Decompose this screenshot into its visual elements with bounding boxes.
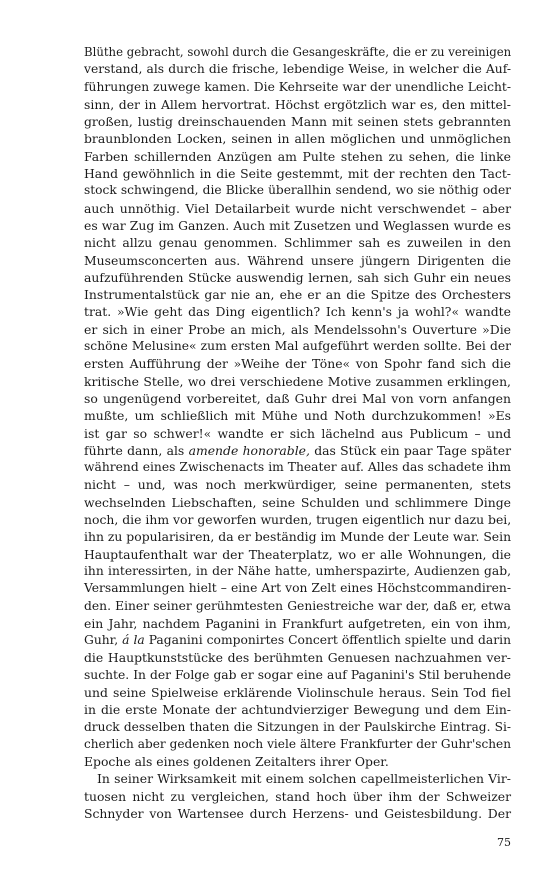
text-run: noch, die ihm vor geworfen wurden, trugen eigentlich nur dazu bei, [84, 512, 512, 528]
text-run: ein Jahr, nachdem Paganini in Frankfurt aufgetreten, ein von ihm, [84, 615, 511, 631]
text-run: das Stück ein paar Tage später [309, 442, 511, 458]
italic-phrase: amende honorable, [188, 442, 310, 458]
text-run: cherlich aber gedenken noch viele ältere Frankfurter der Guhr'schen [84, 736, 511, 751]
text-line [84, 649, 511, 666]
text-run: ist gar so schwer!« wandte er sich lächelnd aus Publicum – und [84, 425, 511, 441]
text-run: nicht – und, was noch merkwürdiger, seine permanenten, stets [84, 477, 511, 493]
text-line [84, 355, 511, 372]
text-line [84, 338, 511, 355]
text-run: und seine Spielweise erklärende Violinschule heraus. Sein Tod fiel [84, 684, 511, 700]
text-line [84, 459, 511, 476]
text-line [84, 373, 511, 390]
text-run: kritische Stelle, wo drei verschiedene Motive zusammen erklingen, [84, 373, 511, 389]
paragraph [84, 44, 511, 770]
text-run: es war Zug im Ganzen. Auch mit Zusetzen und Weglassen wurde es [84, 217, 511, 233]
text-run: In seiner Wirksamkeit mit einem solchen capellmeisterlichen Vir- [97, 771, 511, 787]
text-line [84, 200, 511, 217]
text-line [84, 442, 511, 459]
text-line [84, 96, 511, 113]
text-line [84, 148, 511, 165]
text-line [84, 770, 511, 787]
text-line [84, 805, 511, 822]
page-number: 75 [497, 836, 511, 849]
text-run: nicht allzu genau genommen. Schlimmer sah es zuweilen in den [84, 235, 511, 251]
text-run: Versammlungen hielt – eine Art von Zelt eines Höchstcommandiren- [84, 581, 511, 596]
text-run: trat. »Wie geht das Ding eigentlich? Ich kenn's ja wohl?« wandte [84, 304, 511, 320]
text-line [84, 407, 511, 424]
text-line [84, 598, 511, 615]
text-run: auch unnöthig. Viel Detailarbeit wurde nicht verschwendet – aber [84, 200, 511, 216]
text-line [84, 390, 511, 407]
text-line [84, 753, 511, 770]
text-line [84, 113, 511, 130]
text-line [84, 61, 511, 78]
text-line [84, 252, 511, 269]
text-run: in die erste Monate der achtundvierziger Bewegung und dem Ein- [84, 702, 511, 718]
text-line [84, 165, 511, 182]
text-run: führte dann, als [84, 442, 189, 458]
text-run: Blüthe gebracht, sowohl durch die Gesangeskräfte, die er zu vereinigen [84, 45, 512, 59]
text-run: Schnyder von Wartensee durch Herzens- und Geistesbildung. Der [84, 806, 511, 822]
text-run: die Hauptkunststücke des berühmten Genuesen nachzuahmen ver- [84, 650, 511, 666]
text-line [84, 182, 511, 199]
text-run: Instrumentalstück gar nie an, ehe er an die Spitze des Orchesters [84, 287, 511, 303]
text-line [84, 217, 511, 234]
text-line [84, 528, 511, 545]
text-line [84, 494, 511, 511]
text-line [84, 130, 511, 147]
text-line [84, 684, 511, 701]
text-line [84, 580, 511, 597]
text-run: führungen zuwege kamen. Die Kehrseite war der unendliche Leicht- [84, 79, 511, 94]
text-run: druck desselben thaten die Sitzungen in der Paulskirche Eintrag. Si- [84, 719, 511, 734]
text-line [84, 615, 511, 632]
text-run: Paganini componirtes Concert öffentlich spielte und darin [144, 633, 511, 648]
text-run: Guhr, [84, 633, 123, 648]
text-run: wechselnden Liebschaften, seine Schulden und schlimmere Dinge [84, 494, 511, 510]
text-run: verstand, als durch die frische, lebendige Weise, in welcher die Auf- [84, 62, 511, 77]
text-run: ersten Aufführung der »Weihe der Töne« von Spohr fand sich die [84, 356, 511, 372]
text-line [84, 286, 511, 303]
text-line [84, 788, 511, 805]
text-run: aufzuführenden Stücke auswendig lernen, sah sich Guhr ein neues [84, 269, 511, 285]
text-line [84, 476, 511, 493]
italic-phrase: á la [122, 633, 145, 648]
text-run: großen, lustig dreinschauenden Mann mit seinen stets gebrannten [84, 114, 511, 130]
text-run: mußte, um schließlich mit Mühe und Noth durchzukommen! »Es [84, 408, 511, 424]
text-line [84, 79, 511, 96]
text-run: suchte. In der Folge gab er sogar eine auf Paganini's Stil beruhende [84, 667, 511, 682]
text-run: Hauptaufenthalt war der Theaterplatz, wo er alle Wohnungen, die [84, 546, 511, 562]
text-line [84, 701, 511, 718]
text-run: so ungenügend vorbereitet, daß Guhr drei Mal von vorn anfangen [84, 390, 511, 406]
text-line [84, 632, 511, 649]
text-run: während eines Zwischenacts im Theater auf. Alles das schadete ihm [84, 460, 511, 475]
text-line [84, 321, 511, 338]
text-run: Epoche als eines goldenen Zeitalters ihrer Oper. [84, 754, 389, 770]
text-line [84, 667, 511, 684]
text-line [84, 269, 511, 286]
text-run: ihn zu popularisiren, da er beständig im Munde der Leute war. Sein [84, 529, 512, 545]
text-line [84, 44, 511, 61]
text-line [84, 563, 511, 580]
text-line [84, 425, 511, 442]
text-run: sinn, der in Allem hervortrat. Höchst ergötzlich war es, den mittel- [84, 96, 511, 112]
text-run: Farben schillernden Anzügen am Pulte stehen zu sehen, die linke [84, 148, 511, 164]
text-line [84, 546, 511, 563]
text-line [84, 511, 511, 528]
text-run: er sich in einer Probe an mich, als Mendelssohn's Ouverture »Die [84, 321, 511, 337]
text-run: schöne Melusine« zum ersten Mal aufgeführt werden sollte. Bei der [84, 339, 511, 354]
text-run: ihn interessirten, in der Nähe hatte, umherspazirte, Audienzen gab, [84, 563, 511, 578]
text-line [84, 303, 511, 320]
paragraph [84, 770, 511, 822]
text-run: Hand gewöhnlich in die Seite gestemmt, mit der rechten den Tact- [84, 166, 511, 182]
body-text [84, 44, 511, 822]
text-run: tuosen nicht zu vergleichen, stand hoch über ihm der Schweizer [84, 788, 511, 804]
text-run: stock schwingend, die Blicke überallhin sendend, wo sie nöthig oder [84, 183, 511, 198]
text-line [84, 234, 511, 251]
text-run: braunblonden Locken, seinen in allen möglichen und unmöglichen [84, 131, 511, 147]
text-run: Museumsconcerten aus. Während unsere jüngern Dirigenten die [84, 252, 511, 268]
text-line [84, 719, 511, 736]
text-run: den. Einer seiner gerühmtesten Geniestreiche war der, daß er, etwa [84, 598, 511, 613]
text-line [84, 736, 511, 753]
